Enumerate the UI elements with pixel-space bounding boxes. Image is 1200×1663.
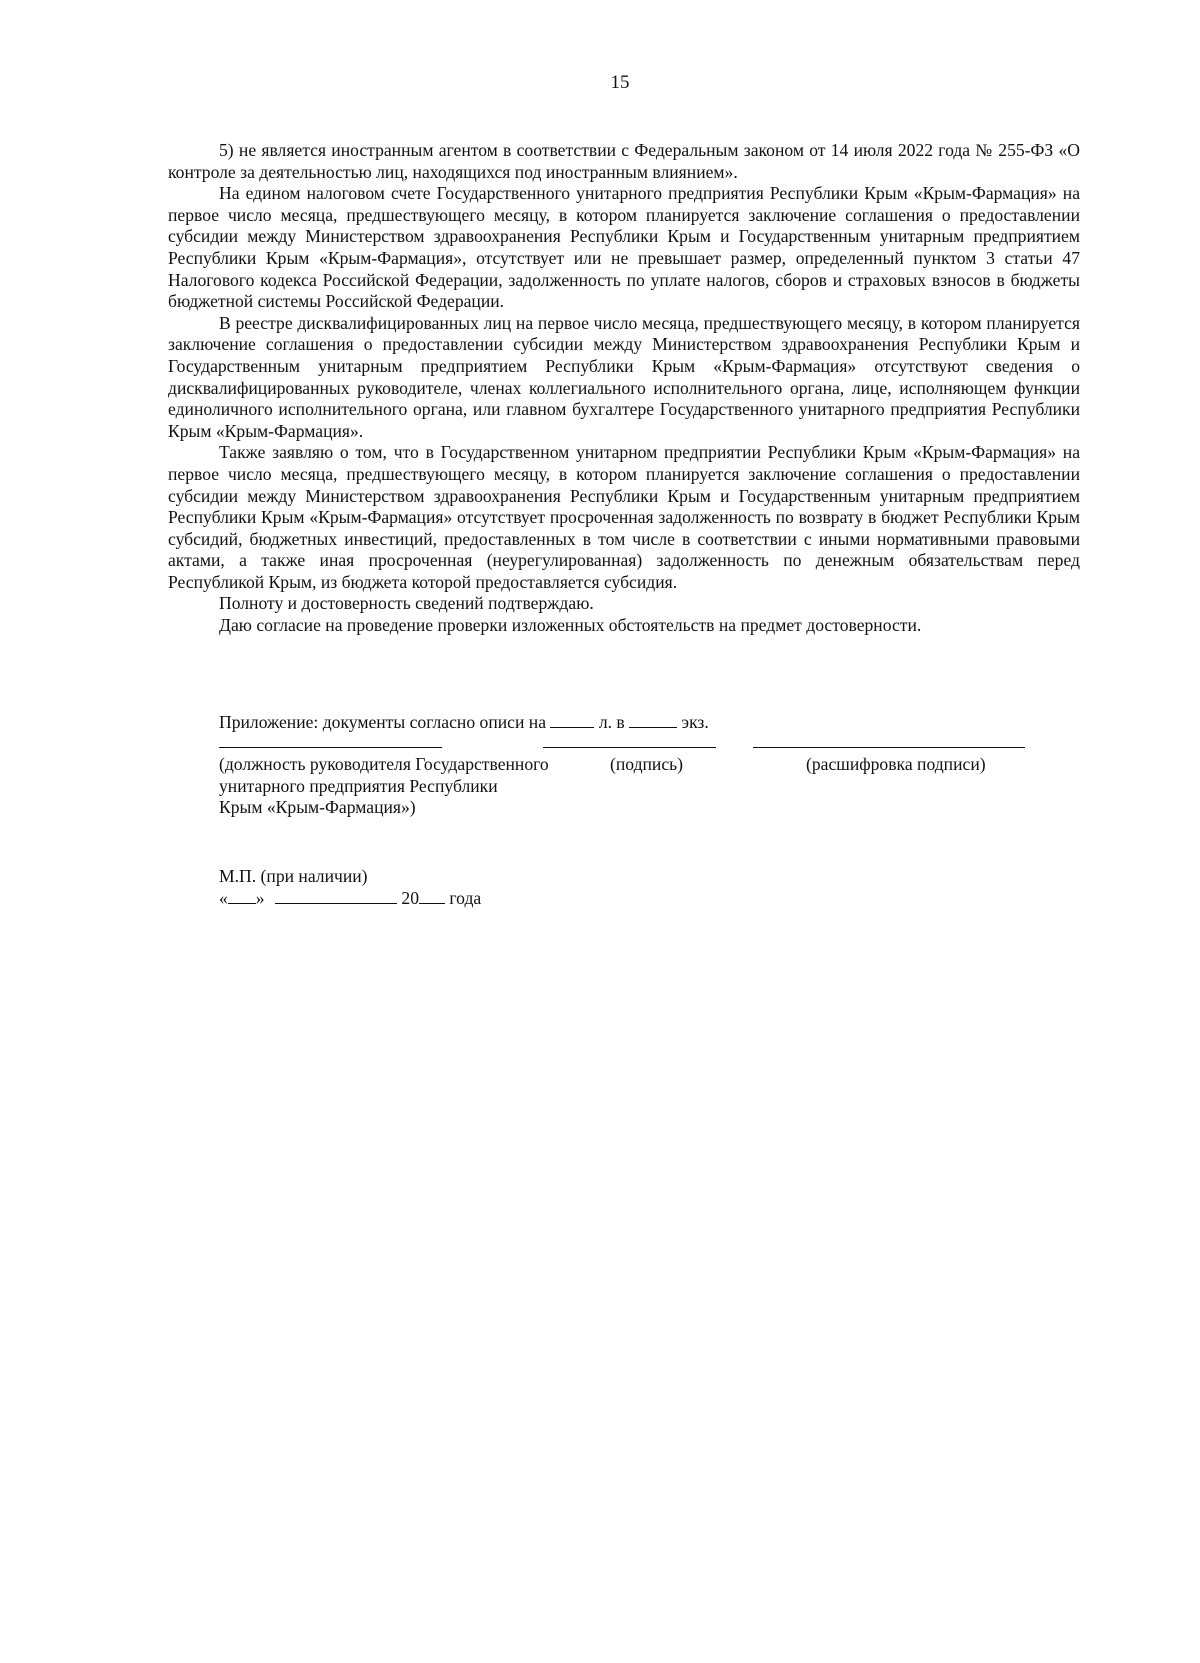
attachment-line (219, 712, 709, 733)
page-number: 15 (610, 72, 630, 93)
attachment-prefix: Приложение: документы согласно описи на (219, 712, 547, 732)
seal-block (219, 865, 481, 909)
paragraph-consent: Даю согласие на проведение проверки изложенных обстоятельств на предмет достоверности. (219, 615, 922, 636)
attachment-suffix: экз. (681, 712, 709, 732)
attachment-middle: л. в (598, 712, 625, 732)
paragraph-tax-account: На едином налоговом счете Государственного унитарного предприятия Республики Крым «Крым-Фармация» на первое число месяца, предшествующего месяцу, в котором планируется заключение соглашения о предоставлении субсидии между Министерством здравоохранения Республики Крым и Государственным унитарным предприятием Республики Крым «Крым-Фармация», отсутствует или не превышает размер, определенный пунктом 3 статьи 47 Налогового кодекса Российской Федерации, задолженность по уплате налогов, сборов и страховых взносов в бюджеты бюджетной системы Российской Федерации. (168, 183, 1080, 312)
decoding-caption: (расшифровка подписи) (806, 754, 986, 774)
date-line: « » 20 года (219, 888, 482, 908)
signature-line (543, 747, 716, 748)
month-blank (275, 889, 397, 904)
pages-count-blank (550, 713, 594, 728)
paragraph-confirmation: Полноту и достоверность сведений подтверждаю. (219, 593, 594, 614)
paragraph-foreign-agent: 5) не является иностранным агентом в соответствии с Федеральным законом от 14 июля 2022 года № 255-ФЗ «О контроле за деятельностью лиц, находящихся под иностранным влиянием». (168, 140, 1080, 182)
paragraph-disqualified-registry: В реестре дисквалифицированных лиц на первое число месяца, предшествующего месяцу, в котором планируется заключение соглашения о предоставлении субсидии между Министерством здравоохранения Республики Крым и Государственным унитарным предприятием Республики Крым «Крым-Фармация» отсутствуют сведения о дисквалифицированных руководителе, членах коллегиального исполнительного органа, лице, исполняющем функции единоличного исполнительного органа, или главном бухгалтере Государственного унитарного предприятия Республики Крым «Крым-Фармация». (168, 312, 1080, 441)
seal-label: М.П. (при наличии) (219, 866, 368, 886)
copies-count-blank (629, 713, 677, 728)
position-signature-line (219, 747, 442, 748)
document-body (168, 140, 1080, 637)
signature-caption: (подпись) (610, 754, 684, 774)
paragraph-overdue-debt: Также заявляю о том, что в Государственном унитарном предприятии Республики Крым «Крым-Фармация» на первое число месяца, предшествующего месяцу, в котором планируется заключение соглашения о предоставлении субсидии между Министерством здравоохранения Республики Крым и Государственным унитарным предприятием Республики Крым «Крым-Фармация» отсутствует просроченная задолженность по возврату в бюджет Республики Крым субсидий, бюджетных инвестиций, предоставленных в том числе в соответствии с иными нормативными правовыми актами, а также иная просроченная (неурегулированная) задолженность по денежным обязательствам перед Республикой Крым, из бюджета которой предоставляется субсидия. (168, 442, 1080, 592)
decoding-signature-line (753, 747, 1025, 748)
year-blank (419, 889, 445, 904)
day-blank (228, 889, 256, 904)
position-caption: (должность руководителя Государственного унитарного предприятия Республики Крым «Крым-Фармация») (219, 754, 549, 818)
